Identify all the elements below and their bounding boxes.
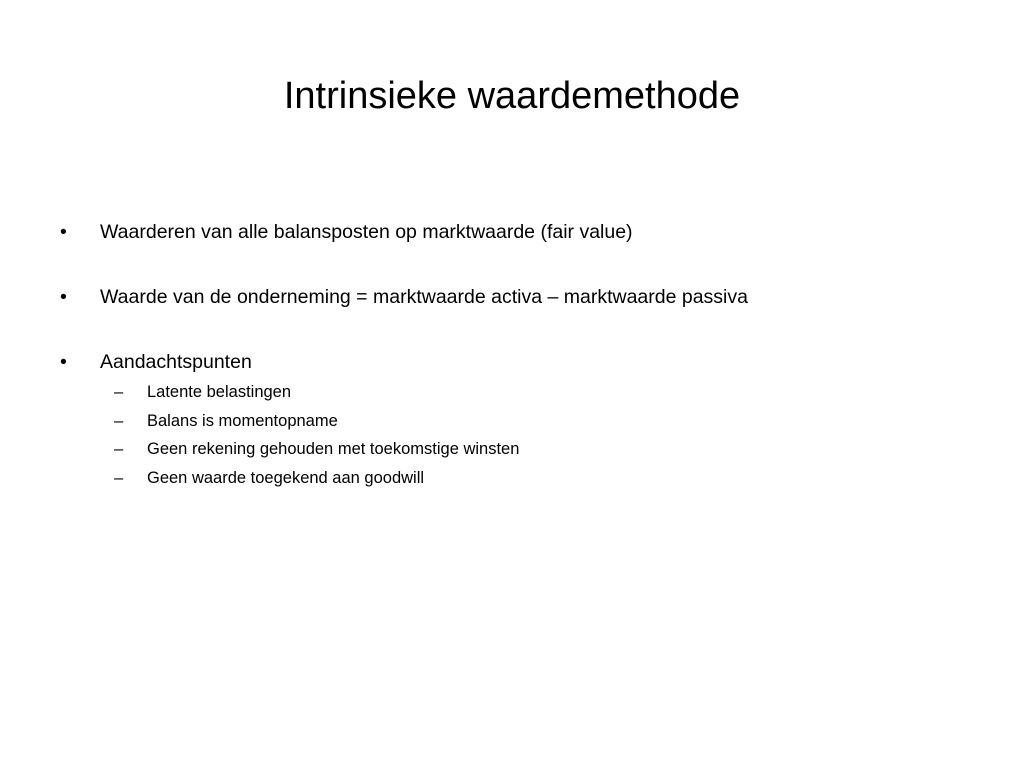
- bullet-item: [58, 218, 978, 246]
- bullet-list: [58, 218, 978, 492]
- sub-bullet-item: [58, 464, 978, 493]
- sub-bullet-item: [58, 435, 978, 464]
- bullet-text: Waarderen van alle balansposten op marktwaarde (fair value): [100, 221, 633, 243]
- sub-bullet-text: Geen rekening gehouden met toekomstige winsten: [147, 440, 520, 458]
- dash-icon: –: [114, 383, 124, 401]
- bullet-item: [58, 348, 978, 492]
- dash-icon: –: [114, 468, 124, 487]
- sub-bullet-list: [100, 378, 978, 492]
- slide-title: Intrinsieke waardemethode: [283, 75, 741, 117]
- sub-bullet-item: [58, 378, 978, 407]
- sub-bullet-text: Geen waarde toegekend aan goodwill: [147, 468, 425, 487]
- sub-bullet-item: [58, 407, 978, 436]
- dash-icon: –: [114, 440, 124, 458]
- bullet-icon: •: [60, 351, 67, 373]
- bullet-icon: •: [60, 221, 67, 243]
- sub-bullet-text: Latente belastingen: [147, 383, 292, 401]
- dash-icon: –: [114, 411, 124, 430]
- bullet-text: Aandachtspunten: [100, 351, 252, 373]
- bullet-icon: •: [60, 286, 67, 308]
- bullet-text: Waarde van de onderneming = marktwaarde activa – marktwaarde passiva: [100, 286, 748, 308]
- sub-bullet-text: Balans is momentopname: [147, 411, 338, 430]
- bullet-item: [58, 283, 978, 311]
